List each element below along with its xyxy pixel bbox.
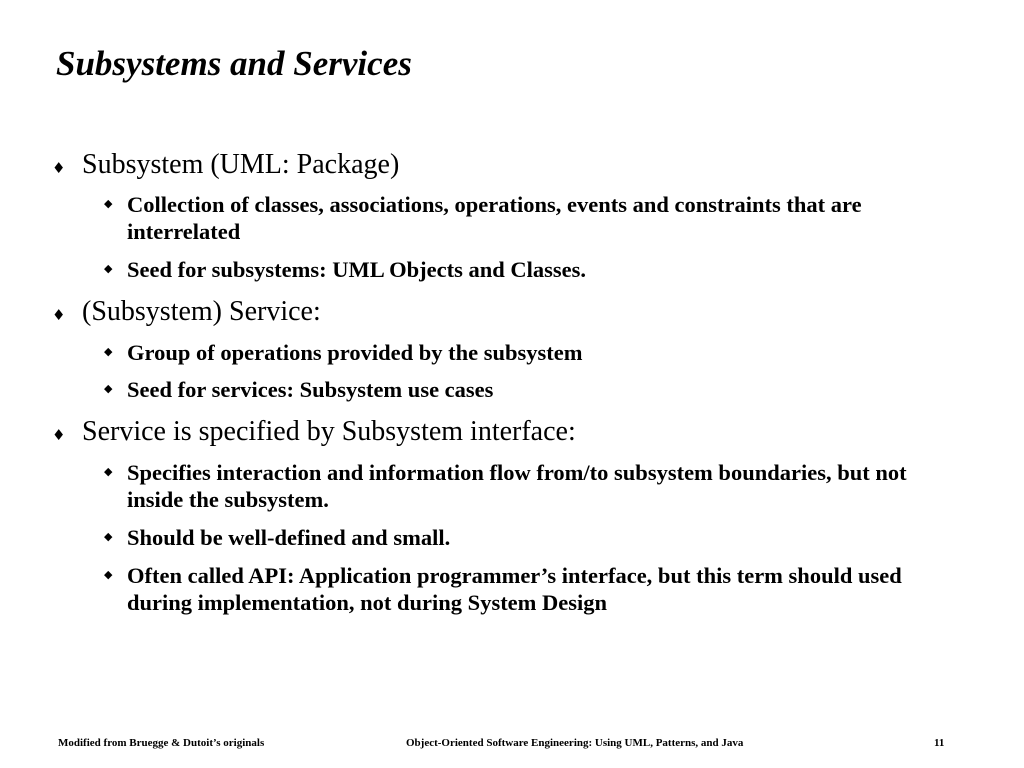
main-bullet-text: (Subsystem) Service: [82,296,321,327]
slide-title: Subsystems and Services [56,44,412,83]
sub-bullet-text: Collection of classes, associations, operations, events and constraints that are interrelated [127,192,862,244]
footer-attribution: Modified from Bruegge & Dutoit’s originals [58,737,265,749]
main-bullet-text: Subsystem (UML: Package) [82,149,400,180]
sub-bullet-text: Often called API: Application programmer’s interface, but this term should used during implementation, not during System Design [127,563,902,615]
sub-bullet-text: Seed for services: Subsystem use cases [127,377,494,402]
diamond-bullet-icon: ◆ [104,465,113,478]
diamond-bullet-icon: ◆ [104,382,113,395]
sub-bullet-text: Should be well-defined and small. [127,525,451,550]
diamond-bullet-icon: ♦ [52,306,66,324]
diamond-bullet-icon: ♦ [52,426,66,444]
diamond-bullet-icon: ◆ [104,345,113,358]
diamond-bullet-icon: ◆ [104,530,113,543]
diamond-bullet-icon: ♦ [52,159,66,177]
main-bullet-text: Service is specified by Subsystem interface: [82,416,576,447]
sub-bullet-text: Specifies interaction and information flow from/to subsystem boundaries, but not inside the subsystem. [127,460,907,512]
footer-course-title: Object-Oriented Software Engineering: Using UML, Patterns, and Java [406,737,744,749]
sub-bullet-text: Seed for subsystems: UML Objects and Classes. [127,257,586,282]
diamond-bullet-icon: ◆ [104,568,113,581]
sub-bullet-text: Group of operations provided by the subsystem [127,340,583,365]
diamond-bullet-icon: ◆ [104,197,113,210]
page-number: 11 [934,737,945,749]
diamond-bullet-icon: ◆ [104,262,113,275]
